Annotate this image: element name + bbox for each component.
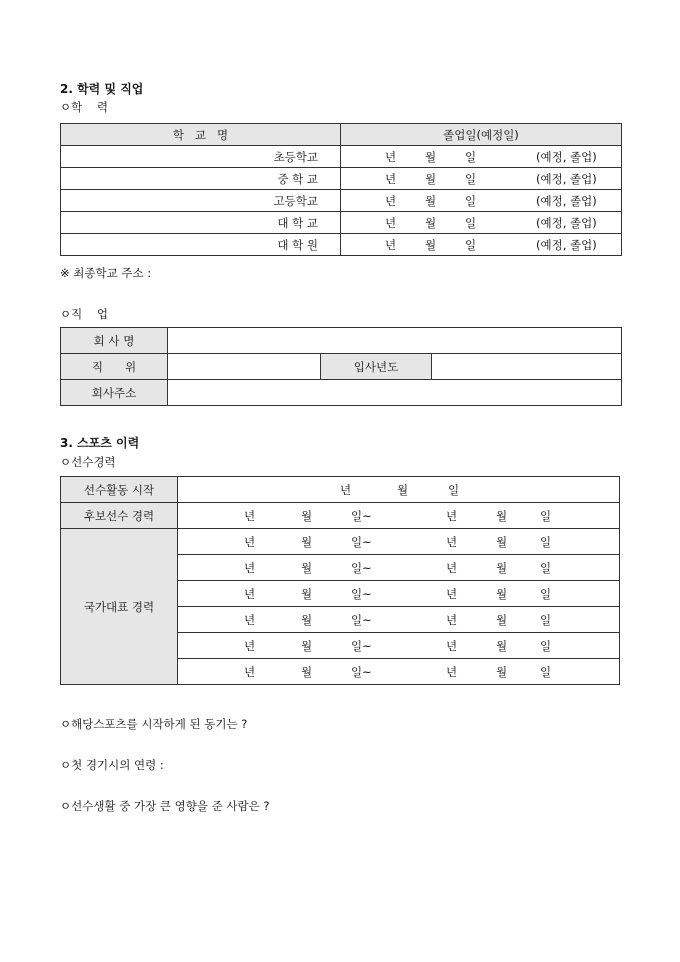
question-influential-person: ㅇ선수생활 중 가장 큰 영향을 준 사람은 ? <box>60 799 270 813</box>
activity-start-label: 선수활동 시작 <box>61 477 178 503</box>
day-label: 일 <box>448 483 460 497</box>
national-team-range[interactable] <box>178 633 620 659</box>
table-row <box>61 146 622 168</box>
edu-grad-date[interactable] <box>341 190 622 212</box>
status-label: (예정, 졸업) <box>536 172 597 186</box>
month-label: 월 <box>301 639 313 653</box>
join-year-label: 입사년도 <box>321 354 432 380</box>
day-label: 일~ <box>351 535 372 549</box>
question-motivation: ㅇ해당스포츠를 시작하게 된 동기는 ? <box>60 717 248 731</box>
day-label: 일 <box>540 665 552 679</box>
year-label: 년 <box>446 613 458 627</box>
join-year-field[interactable] <box>432 354 622 380</box>
section-3-title: 3. 스포츠 이력 <box>60 436 140 450</box>
edu-grad-date[interactable] <box>341 212 622 234</box>
day-label: 일 <box>465 216 477 230</box>
national-team-range[interactable] <box>178 607 620 633</box>
edu-header-graduation: 졸업일(예정일) <box>341 124 622 146</box>
day-label: 일 <box>540 613 552 627</box>
year-label: 년 <box>244 665 256 679</box>
job-table <box>60 327 622 406</box>
national-team-range[interactable] <box>178 659 620 685</box>
day-label: 일 <box>540 587 552 601</box>
day-label: 일 <box>540 535 552 549</box>
year-label: 년 <box>446 509 458 523</box>
year-label: 년 <box>446 639 458 653</box>
month-label: 월 <box>496 561 508 575</box>
edu-header-school: 학 교 명 <box>61 124 341 146</box>
job-label: ㅇ직 업 <box>60 307 108 321</box>
edu-grad-date[interactable] <box>341 146 622 168</box>
sports-career-table <box>60 476 620 685</box>
month-label: 월 <box>301 613 313 627</box>
table-row <box>61 190 622 212</box>
day-label: 일 <box>465 194 477 208</box>
year-label: 년 <box>340 483 352 497</box>
question-first-game-age: ㅇ첫 경기시의 연령 : <box>60 758 164 772</box>
status-label: (예정, 졸업) <box>536 194 597 208</box>
edu-school: 중 학 교 <box>61 168 341 190</box>
day-label: 일~ <box>351 509 372 523</box>
day-label: 일~ <box>351 613 372 627</box>
status-label: (예정, 졸업) <box>536 216 597 230</box>
day-label: 일 <box>540 639 552 653</box>
year-label: 년 <box>446 665 458 679</box>
national-team-range[interactable] <box>178 529 620 555</box>
year-label: 년 <box>385 150 397 164</box>
month-label: 월 <box>425 216 437 230</box>
year-label: 년 <box>244 587 256 601</box>
national-team-range[interactable] <box>178 555 620 581</box>
month-label: 월 <box>425 238 437 252</box>
national-team-range[interactable] <box>178 581 620 607</box>
day-label: 일~ <box>351 561 372 575</box>
section-2-title: 2. 학력 및 직업 <box>60 82 144 96</box>
day-label: 일~ <box>351 665 372 679</box>
month-label: 월 <box>496 535 508 549</box>
company-address-field[interactable] <box>168 380 622 406</box>
month-label: 월 <box>496 509 508 523</box>
edu-grad-date[interactable] <box>341 168 622 190</box>
company-name-label: 회 사 명 <box>61 328 168 354</box>
year-label: 년 <box>446 535 458 549</box>
company-name-field[interactable] <box>168 328 622 354</box>
position-field[interactable] <box>168 354 321 380</box>
day-label: 일 <box>540 509 552 523</box>
table-row <box>61 212 622 234</box>
month-label: 월 <box>425 172 437 186</box>
month-label: 월 <box>301 535 313 549</box>
year-label: 년 <box>244 613 256 627</box>
month-label: 월 <box>397 483 409 497</box>
day-label: 일 <box>465 238 477 252</box>
status-label: (예정, 졸업) <box>536 150 597 164</box>
edu-grad-date[interactable] <box>341 234 622 256</box>
year-label: 년 <box>244 535 256 549</box>
year-label: 년 <box>385 238 397 252</box>
day-label: 일 <box>465 150 477 164</box>
year-label: 년 <box>385 216 397 230</box>
month-label: 월 <box>496 613 508 627</box>
edu-school: 고등학교 <box>61 190 341 212</box>
reserve-career-label: 후보선수 경력 <box>61 503 178 529</box>
month-label: 월 <box>496 665 508 679</box>
reserve-career-range[interactable] <box>178 503 620 529</box>
month-label: 월 <box>301 665 313 679</box>
year-label: 년 <box>244 509 256 523</box>
month-label: 월 <box>496 639 508 653</box>
edu-school: 대 학 교 <box>61 212 341 234</box>
month-label: 월 <box>301 509 313 523</box>
career-label: ㅇ선수경력 <box>60 455 116 469</box>
education-label: ㅇ학 력 <box>60 100 108 114</box>
position-label: 직 위 <box>61 354 168 380</box>
table-row <box>61 168 622 190</box>
month-label: 월 <box>425 194 437 208</box>
year-label: 년 <box>446 561 458 575</box>
final-school-address: ※ 최종학교 주소 : <box>60 266 152 280</box>
education-table <box>60 123 622 256</box>
year-label: 년 <box>446 587 458 601</box>
day-label: 일 <box>540 561 552 575</box>
company-address-label: 회사주소 <box>61 380 168 406</box>
month-label: 월 <box>301 587 313 601</box>
edu-school: 대 학 원 <box>61 234 341 256</box>
day-label: 일 <box>465 172 477 186</box>
table-row <box>61 234 622 256</box>
year-label: 년 <box>385 172 397 186</box>
day-label: 일~ <box>351 639 372 653</box>
day-label: 일~ <box>351 587 372 601</box>
month-label: 월 <box>301 561 313 575</box>
year-label: 년 <box>244 561 256 575</box>
status-label: (예정, 졸업) <box>536 238 597 252</box>
edu-school: 초등학교 <box>61 146 341 168</box>
activity-start-date[interactable] <box>178 477 620 503</box>
month-label: 월 <box>425 150 437 164</box>
year-label: 년 <box>385 194 397 208</box>
month-label: 월 <box>496 587 508 601</box>
national-team-label: 국가대표 경력 <box>61 529 178 685</box>
year-label: 년 <box>244 639 256 653</box>
